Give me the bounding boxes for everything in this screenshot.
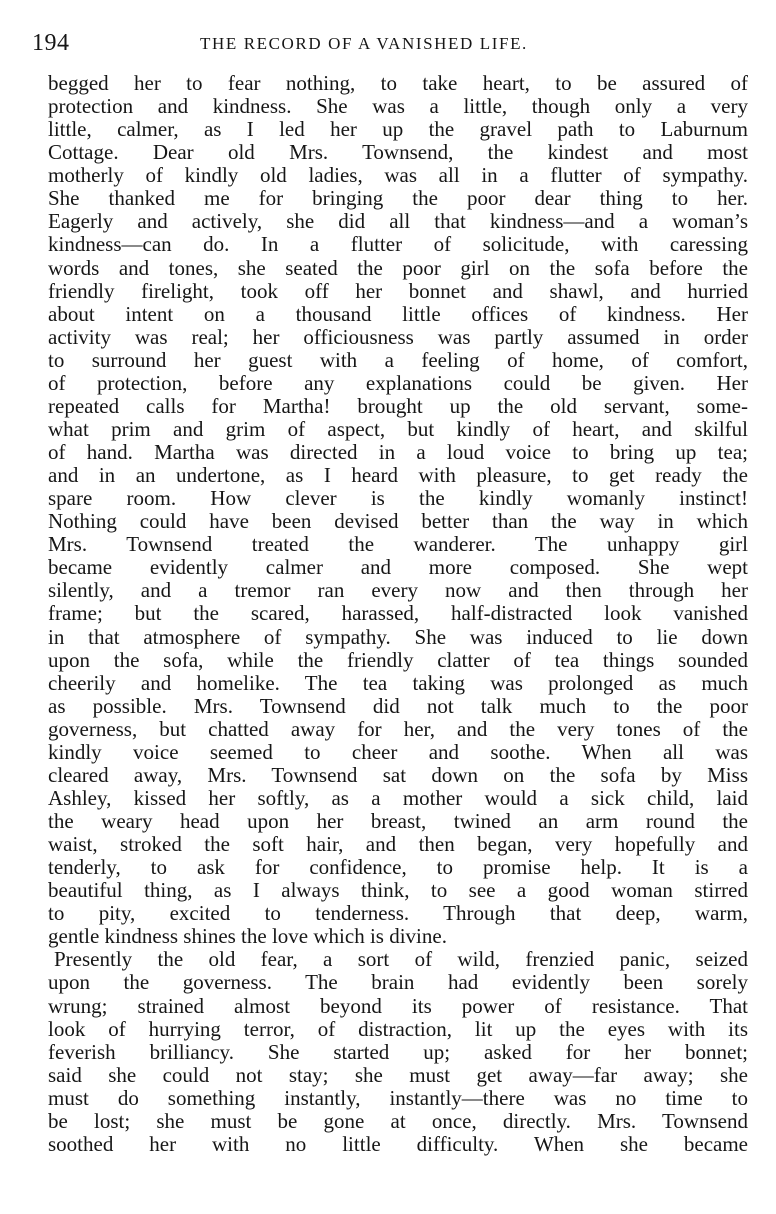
text-line: Eagerly and actively, she did all that kindness—and a woman’s: [48, 209, 748, 234]
text-line: soothed her with no little difficulty. When she became: [48, 1131, 748, 1156]
text-line: upon the sofa, while the friendly clatter of tea things sounded: [48, 647, 748, 672]
text-line: about intent on a thousand little offices of kindness. Her: [48, 301, 748, 326]
text-line: waist, stroked the soft hair, and then began, very hopefully and: [48, 832, 748, 857]
text-line: upon the governess. The brain had evidently been sorely: [48, 970, 748, 995]
text-line: little, calmer, as I led her up the gravel path to Laburnum: [48, 117, 748, 142]
text-line: cheerily and homelike. The tea taking was prolonged as much: [48, 670, 748, 695]
text-line: words and tones, she seated the poor girl on the sofa before the: [48, 255, 748, 280]
body-text: [48, 72, 748, 1156]
text-line: gentle kindness shines the love which is divine.: [48, 924, 447, 949]
page-header: [32, 30, 752, 60]
text-line: Presently the old fear, a sort of wild, frenzied panic, seized: [54, 947, 748, 972]
text-line: feverish brilliancy. She started up; asked for her bonnet;: [48, 1039, 748, 1064]
text-line: as possible. Mrs. Townsend did not talk much to the poor: [48, 693, 748, 718]
text-line: friendly firelight, took off her bonnet and shawl, and hurried: [48, 278, 748, 303]
text-line: activity was real; her officiousness was partly assumed in order: [48, 324, 748, 349]
text-line: the weary head upon her breast, twined an arm round the: [48, 809, 748, 833]
text-line: frame; but the scared, harassed, half-distracted look vanished: [48, 601, 748, 626]
text-line: to surround her guest with a feeling of home, of comfort,: [48, 347, 748, 372]
text-line: of hand. Martha was directed in a loud voice to bring up tea;: [48, 440, 748, 464]
text-line: and in an undertone, as I heard with pleasure, to get ready the: [48, 463, 748, 488]
text-line: kindly voice seemed to cheer and soothe. When all was: [48, 739, 748, 764]
running-title: THE RECORD OF A VANISHED LIFE.: [200, 34, 528, 53]
text-line: motherly of kindly old ladies, was all in a flutter of sympathy.: [48, 163, 748, 188]
text-line: She thanked me for bringing the poor dear thing to her.: [48, 186, 748, 211]
text-line: governess, but chatted away for her, and the very tones of the: [48, 716, 748, 741]
text-line: became evidently calmer and more composed. She wept: [48, 555, 748, 580]
text-line: protection and kindness. She was a little, though only a very: [48, 94, 748, 119]
text-line: be lost; she must be gone at once, directly. Mrs. Townsend: [48, 1108, 748, 1133]
text-line: silently, and a tremor ran every now and then through her: [48, 578, 748, 603]
text-line: begged her to fear nothing, to take heart, to be assured of: [48, 71, 748, 95]
text-line: kindness—can do. In a flutter of solicitude, with caressing: [48, 232, 748, 257]
text-line: to pity, excited to tenderness. Through that deep, warm,: [48, 901, 748, 926]
text-line: must do something instantly, instantly—there was no time to: [48, 1085, 748, 1110]
text-line: cleared away, Mrs. Townsend sat down on the sofa by Miss: [48, 762, 748, 787]
text-line: wrung; strained almost beyond its power of resistance. That: [48, 993, 748, 1018]
text-line: what prim and grim of aspect, but kindly of heart, and skilful: [48, 416, 748, 441]
text-line: Cottage. Dear old Mrs. Townsend, the kindest and most: [48, 140, 748, 165]
text-line: tenderly, to ask for confidence, to promise help. It is a: [48, 855, 748, 880]
text-line: Ashley, kissed her softly, as a mother would a sick child, laid: [48, 785, 748, 810]
text-line: Mrs. Townsend treated the wanderer. The unhappy girl: [48, 532, 748, 557]
page-number: 194: [32, 30, 70, 56]
text-line: beautiful thing, as I always think, to see a good woman stirred: [48, 878, 748, 903]
text-line: look of hurrying terror, of distraction, lit up the eyes with its: [48, 1016, 748, 1041]
text-line: spare room. How clever is the kindly womanly instinct!: [48, 486, 748, 511]
text-line: repeated calls for Martha! brought up the old servant, some-: [48, 393, 748, 418]
text-line: said she could not stay; she must get away—far away; she: [48, 1062, 748, 1087]
text-line: Nothing could have been devised better than the way in which: [48, 509, 748, 534]
text-line: in that atmosphere of sympathy. She was induced to lie down: [48, 624, 748, 649]
text-line: of protection, before any explanations could be given. Her: [48, 370, 748, 395]
